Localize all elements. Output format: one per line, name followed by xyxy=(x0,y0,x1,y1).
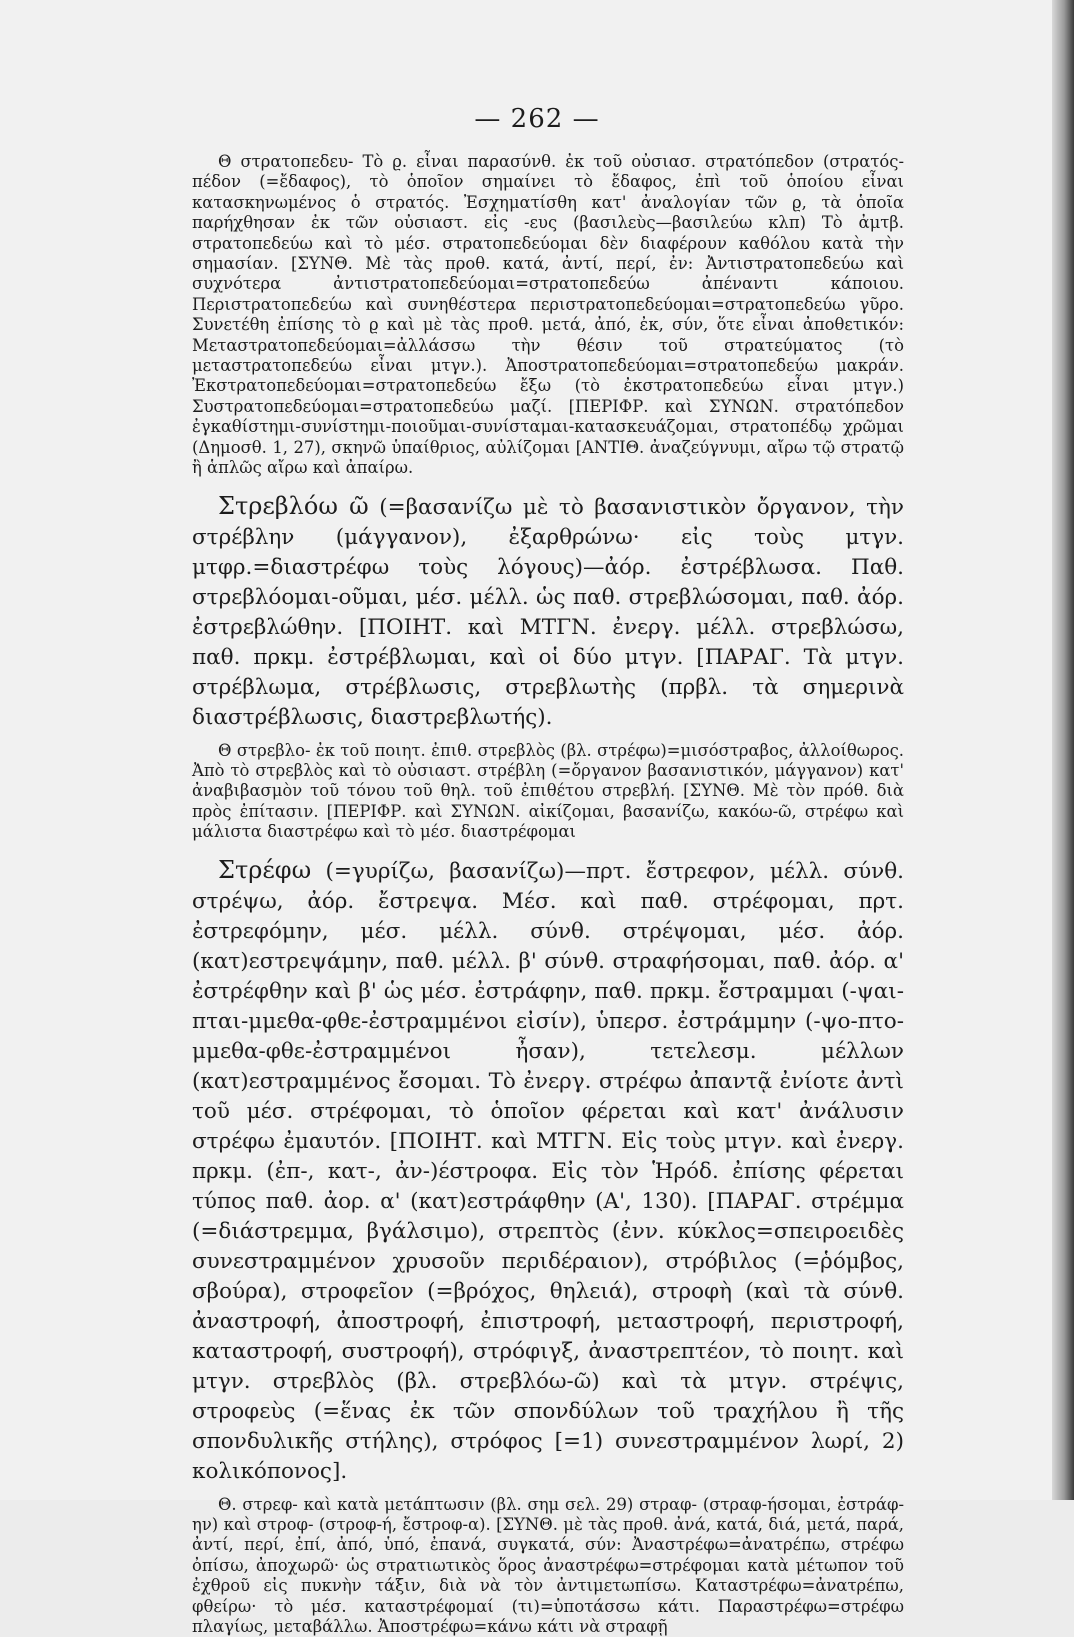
paragraph-strevlo-derivation: Θ στρεβλο- ἐκ τοῦ ποιητ. ἐπιθ. στρεβλὸς (βλ. στρέφω)=μισόστραβος, ἀλλοίθωρος. Ἀπὸ τὸ στρεβλὸς καὶ τὸ οὐσιαστ. στρέβλη (=ὄργανον βασανιστικόν, μάγγανον) κατ' ἀναβιβασμὸν τοῦ τόνου τοῦ θηλ. τοῦ ἐπιθέτου στρεβλή. [ΣΥΝΘ. Μὲ τὸν πρόθ. διὰ πρὸς ἐπίτασιν. [ΠΕΡΙΦΡ. καὶ ΣΥΝΩΝ. αἰκίζομαι, βασανίζω, κακόω-ῶ, στρέφω καὶ μάλιστα διαστρέφω καὶ τὸ μέσ. διαστρέφομαι xyxy=(192,740,904,842)
entry-strevloo-text: (=βασανίζω μὲ τὸ βασανιστικὸν ὄργανον, τὴν στρέβλην (μάγγανον), ἐξαρθρώνω· εἰς τοὺς μτγν. μτφρ.=διαστρέφω τοὺς λόγους)—ἀόρ. ἐστρέβλωσα. Παθ. στρεβλόομαι-οῦμαι, μέσ. μέλλ. ὡς παθ. στρεβλώσομαι, παθ. ἀόρ. ἐστρεβλώθην. [ΠΟΙΗΤ. καὶ ΜΤΓΝ. ἐνεργ. μέλλ. στρεβλώσω, παθ. πρκμ. ἐστρέβλωμαι, καὶ οἱ δύο μτγν. [ΠΑΡΑΓ. Τὰ μτγν. στρέβλωμα, στρέβλωσις, στρεβλωτὴς (πρβλ. τὰ σημερινὰ διαστρέβλωσις, διαστρεβλωτής). xyxy=(192,494,905,730)
paragraph-stratopedeuo-derivation: Θ στρατοπεδευ- Τὸ ϱ. εἶναι παρασύνθ. ἐκ τοῦ οὐσιασ. στρατόπεδον (στρατός-πέδον (=ἔδαφος), τὸ ὁποῖον σημαίνει τὸ ἔδαφος, ἐπὶ τοῦ ὁποίου εἶναι κατασκηνωμένος ὁ στρατός. Ἐσχηματίσθη κατ' ἀναλογίαν τῶν ϱ, τὰ ὁποῖα παρήχθησαν ἐκ τῶν οὐσιαστ. εἰς -ευς (βασιλεὺς—βασιλεύω κλπ) Τὸ ἀμτβ. στρατοπεδεύω καὶ τὸ μέσ. στρατοπεδεύομαι δὲν διαφέρουν καθόλου κατὰ τὴν σημασίαν. [ΣΥΝΘ. Μὲ τὰς προθ. κατά, ἀντί, περί, ἐν: Ἀντιστρατοπεδεύω καὶ συχνότερα ἀντιστρατοπεδεύομαι=στρατοπεδεύω ἀπέναντι κάποιου. Περιστρατοπεδεύω καὶ συνηθέστερα περιστρατοπεδεύομαι=στρατοπεδεύω γῦρο. Συνετέθη ἐπίσης τὸ ϱ καὶ μὲ τὰς προθ. μετά, ἀπό, ἐκ, σύν, ὅτε εἶναι ἀποθετικόν: Μεταστρατοπεδεύομαι=ἀλλάσσω τὴν θέσιν τοῦ στρατεύματος (τὸ μεταστρατοπεδεύω εἶναι μτγν.). Ἀποστρατοπεδεύομαι=στρατοπεδεύω μακράν. Ἐκστρατοπεδεύομαι=στρατοπεδεύω ἔξω (τὸ ἐκστρατοπεδεύω εἶναι μτγν.) Συστρατοπεδεύομαι=στρατοπεδεύω μαζί. [ΠΕΡΙΦΡ. καὶ ΣΥΝΩΝ. στρατόπεδον ἐγκαθίστημι-συνίστημι-ποιοῦμαι-συνίσταμαι-κατασκευάζομαι, στρατοπέδῳ χρῶμαι (Δημοσθ. 1, 27), σκηνῶ ὑπαίθριος, αὐλίζομαι [ΑΝΤΙΘ. ἀναζεύγνυμι, αἴρω τῷ στρατῷ ἢ ἁπλῶς αἴρω καὶ ἀπαίρω. xyxy=(192,152,904,478)
page-number: — 262 — xyxy=(474,104,600,134)
entry-strevloo xyxy=(192,491,904,733)
lexicon-text xyxy=(192,152,904,1637)
page-edge-shadow xyxy=(1052,0,1074,1500)
entry-strefo xyxy=(192,855,904,1487)
paragraph-stref-derivation: Θ. στρεφ- καὶ κατὰ μετάπτωσιν (βλ. σημ σελ. 29) στραφ- (στραφ-ήσομαι, ἐστράφ-ην) καὶ στροφ- (στροφ-ή, ἔστροφ-α). [ΣΥΝΘ. μὲ τὰς προθ. ἀνά, κατά, διά, μετά, παρά, ἀντί, περί, ἐπί, ἀπό, ὑπό, ἐπανά, συγκατά, σύν: Ἀναστρέφω=ἀνατρέπω, στρέφω ὀπίσω, ἀποχωρῶ· ὡς στρατιωτικὸς ὅρος ἀναστρέφω=στρέφομαι κατὰ μέτωπον τοῦ ἐχθροῦ εἰς πυκνὴν τάξιν, διὰ νὰ τὸν ἀντιμετωπίσω. Καταστρέφω=ἀνατρέπω, φθείρω· τὸ μέσ. καταστρέφομαί (τι)=ὑποτάσσω κάτι. Παραστρέφω=στρέφω πλαγίως, μεταβάλλω. Ἀποστρέφω=κάνω κάτι νὰ στραφῇ xyxy=(192,1494,904,1636)
lemma-strefo: Στρέφω xyxy=(218,855,312,884)
lemma-strevloo: Στρεβλόω ῶ xyxy=(218,491,369,520)
entry-strefo-text: (=γυρίζω, βασανίζω)—πρτ. ἔστρεφον, μέλλ. σύνθ. στρέψω, ἀόρ. ἔστρεψα. Μέσ. καὶ παθ. στρέφομαι, πρτ. ἐστρεφόμην, μέσ. μέλλ. σύνθ. στρέψομαι, μέσ. ἀόρ. (κατ)εστρεψάμην, παθ. μέλλ. β' σύνθ. στραφήσομαι, παθ. ἀόρ. α' ἐστρέφθην καὶ β' ὡς μέσ. ἐστράφην, παθ. πρκμ. ἔστραμμαι (-ψαι-πται-μμεθα-φθε-ἐστραμμένοι εἰσίν), ὑπερσ. ἐστράμμην (-ψο-πτο-μμεθα-φθε-ἐστραμμένοι ἦσαν), τετελεσμ. μέλλων (κατ)εστραμμένος ἔσομαι. Τὸ ἐνεργ. στρέφω ἀπαντᾷ ἐνίοτε ἀντὶ τοῦ μέσ. στρέφομαι, τὸ ὁποῖον φέρεται καὶ κατ' ἀνάλυσιν στρέφω ἐμαυτόν. [ΠΟΙΗΤ. καὶ ΜΤΓΝ. Εἰς τοὺς μτγν. καὶ ἐνεργ. πρκμ. (ἐπ-, κατ-, ἀν-)έστροφα. Εἰς τὸν Ἡρόδ. ἐπίσης φέρεται τύπος παθ. ἀορ. α' (κατ)εστράφθην (Α', 130). [ΠΑΡΑΓ. στρέμμα (=διάστρεμμα, βγάλσιμο), στρεπτὸς (ἐνν. κύκλος=σπειροειδὲς συνεστραμμένον χρυσοῦν περιδέραιον), στρόβιλος (=ῥόμβος, σβούρα), στροφεῖον (=βρόχος, θηλειά), στροφὴ (καὶ τὰ σύνθ. ἀναστροφή, ἀποστροφή, ἐπιστροφή, μεταστροφή, περιστροφή, καταστροφή, συστροφή), στρόφιγξ, ἀναστρεπτέον, τὸ ποιητ. καὶ μτγν. στρεβλὸς (βλ. στρεβλόω-ῶ) καὶ τὰ μτγν. στρέψις, στροφεὺς (=ἕνας ἐκ τῶν σπονδύλων τοῦ τραχήλου ἢ τῆς σπονδυλικῆς στήλης), στρόφος [=1) συνεστραμμένον λωρί, 2) κολικόπονος]. xyxy=(192,858,904,1484)
